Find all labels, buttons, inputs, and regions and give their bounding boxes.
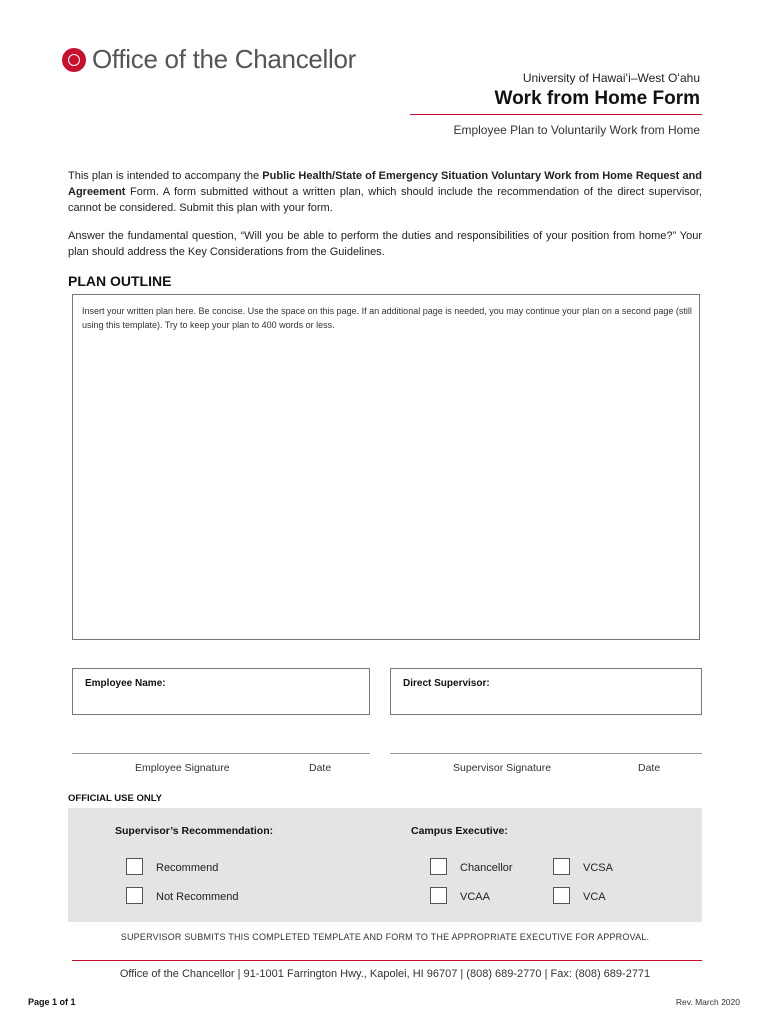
employee-signature-label: Employee Signature bbox=[135, 762, 230, 774]
plan-outline-heading: PLAN OUTLINE bbox=[68, 273, 172, 289]
not-recommend-label: Not Recommend bbox=[156, 891, 239, 903]
revision-date: Rev. March 2020 bbox=[675, 997, 740, 1007]
vcsa-label: VCSA bbox=[583, 862, 613, 874]
chancellor-checkbox[interactable] bbox=[430, 858, 447, 875]
supervisor-signature-label: Supervisor Signature bbox=[453, 762, 552, 774]
footer-address: Office of the Chancellor | 91-1001 Farrington Hwy., Kapolei, HI 96707 | (808) 689-2770 | Fax: (808) 689-2771 bbox=[119, 968, 651, 980]
supervisor-recommendation-label: Supervisor’s Recommendation: bbox=[115, 825, 274, 837]
intro-paragraph bbox=[68, 168, 702, 216]
employee-name-label: Employee Name: bbox=[85, 678, 166, 689]
vcaa-checkbox[interactable] bbox=[430, 887, 447, 904]
recommend-label: Recommend bbox=[156, 862, 219, 874]
submit-instructions: SUPERVISOR SUBMITS THIS COMPLETED TEMPLATE AND FORM TO THE APPROPRIATE EXECUTIVE FOR APPROVAL. bbox=[120, 932, 650, 942]
vcaa-label: VCAA bbox=[460, 891, 490, 903]
form-subtitle: Employee Plan to Voluntarily Work from Home bbox=[453, 123, 700, 137]
footer-divider bbox=[72, 960, 702, 961]
intro-text-2: Form. A form submitted without a written plan, which should include the recommendation of the direct supervisor, cannot be considered. Submit this plan with your form. bbox=[68, 186, 702, 214]
logo-text: Office of the Chancellor bbox=[92, 44, 357, 74]
recommend-checkbox[interactable] bbox=[126, 858, 143, 875]
university-seal-icon bbox=[62, 48, 86, 72]
chancellor-label: Chancellor bbox=[460, 862, 513, 874]
employee-signature-line[interactable] bbox=[72, 753, 370, 754]
direct-supervisor-field[interactable] bbox=[390, 668, 702, 715]
employee-name-field[interactable] bbox=[72, 668, 370, 715]
title-divider bbox=[410, 114, 702, 115]
plan-instructions: Insert your written plan here. Be concise. Use the space on this page. If an additional page is needed, you may continue your plan on a second page (still using this template). Try to keep your plan to 400 words or less. bbox=[82, 306, 692, 330]
answer-paragraph: Answer the fundamental question, “Will you be able to perform the duties and responsibilities of your position from home?” Your plan should address the Key Considerations from the Guidelines. bbox=[68, 230, 702, 258]
official-use-heading: OFFICIAL USE ONLY bbox=[68, 793, 162, 804]
employee-date-label: Date bbox=[309, 762, 332, 774]
campus-executive-label: Campus Executive: bbox=[411, 825, 508, 837]
form-title: Work from Home Form bbox=[494, 88, 700, 109]
plan-text-area[interactable] bbox=[72, 294, 700, 640]
intro-text-1: This plan is intended to accompany the bbox=[68, 170, 263, 182]
vca-checkbox[interactable] bbox=[553, 887, 570, 904]
direct-supervisor-label: Direct Supervisor: bbox=[403, 678, 490, 689]
office-logo bbox=[62, 44, 356, 75]
page-number: Page 1 of 1 bbox=[28, 997, 76, 1007]
not-recommend-checkbox[interactable] bbox=[126, 887, 143, 904]
university-name: University of Hawaiʻi–West Oʻahu bbox=[522, 71, 700, 85]
supervisor-signature-line[interactable] bbox=[390, 753, 702, 754]
vca-label: VCA bbox=[583, 891, 606, 903]
supervisor-date-label: Date bbox=[638, 762, 661, 774]
vcsa-checkbox[interactable] bbox=[553, 858, 570, 875]
intro-bold-form-name: Public Health/State of Emergency Situation Voluntary Work from Home Request and Agreement bbox=[68, 170, 702, 198]
